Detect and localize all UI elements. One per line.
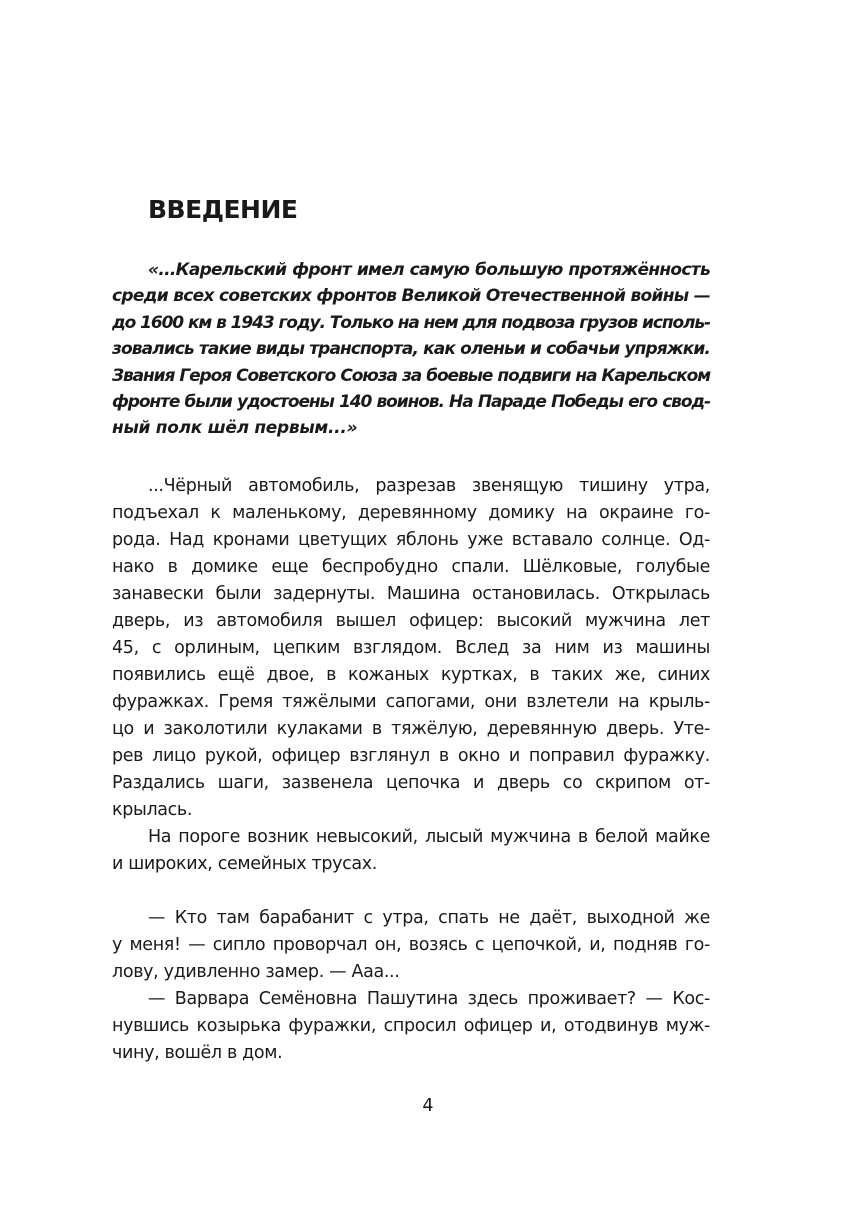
paragraph-line: Раздались шаги, зазвенела цепочка и дверь со скрипом от- bbox=[112, 773, 710, 793]
dialogue-line: лову, удивленно замер. — Ааа... bbox=[112, 962, 400, 982]
page-number: 4 bbox=[422, 1096, 434, 1116]
paragraph-line: появились ещё двое, в кожаных куртках, в таких же, синих bbox=[112, 665, 710, 685]
epigraph bbox=[112, 257, 710, 442]
paragraph-line: 45, с орлиным, цепким взглядом. Вслед за ним из машины bbox=[112, 638, 710, 658]
dialogue-line: нувшись козырька фуражки, спросил офицер и, отодвинув муж- bbox=[112, 1016, 710, 1036]
paragraph-line: нако в домике еще беспробудно спали. Шёлковые, голубые bbox=[112, 557, 710, 577]
epigraph-line: зовались такие виды транспорта, как оленьи и собачьи упряжки. bbox=[112, 339, 710, 360]
epigraph-line: Звания Героя Советского Союза за боевые подвиги на Карельском bbox=[112, 365, 710, 386]
paragraph-line: крылась. bbox=[112, 800, 193, 820]
dialogue-line: чину, вошёл в дом. bbox=[112, 1043, 283, 1063]
epigraph-line: среди всех советских фронтов Великой Отечественной войны — bbox=[112, 286, 710, 307]
paragraph-line: дверь, из автомобиля вышел офицер: высокий мужчина лет bbox=[112, 611, 710, 631]
epigraph-line: до 1600 км в 1943 году. Только на нем для подвоза грузов исполь- bbox=[112, 312, 710, 333]
dialogue-line: — Кто там барабанит с утра, спать не даёт, выходной же bbox=[148, 908, 710, 928]
epigraph-line: фронте были удостоены 140 воинов. На Параде Победы его свод- bbox=[112, 391, 710, 412]
paragraph-line: фуражках. Гремя тяжёлыми сапогами, они взлетели на крыль- bbox=[112, 692, 710, 712]
epigraph-line: ный полк шёл первым...» bbox=[112, 418, 358, 439]
paragraph-line: рев лицо рукой, офицер взглянул в окно и поправил фуражку. bbox=[112, 746, 710, 766]
paragraph-line: занавески были задернуты. Машина остановилась. Открылась bbox=[112, 584, 710, 604]
paragraph-line: рода. Над кронами цветущих яблонь уже вставало солнце. Од- bbox=[112, 530, 710, 550]
paragraph-line: На пороге возник невысокий, лысый мужчина в белой майке bbox=[148, 827, 710, 847]
dialogue-line: — Варвара Семёновна Пашутина здесь проживает? — Кос- bbox=[148, 989, 710, 1009]
paragraph-line: и широких, семейных трусах. bbox=[112, 854, 377, 874]
dialogue-line: у меня! — сипло проворчал он, возясь с цепочкой, и, подняв го- bbox=[112, 935, 710, 955]
body-text bbox=[112, 473, 710, 1067]
epigraph-line: «...Карельский фронт имел самую большую протяжённость bbox=[148, 260, 710, 280]
chapter-heading: ВВЕДЕНИЕ bbox=[148, 195, 298, 224]
paragraph-gap bbox=[112, 878, 710, 905]
paragraph-line: цо и заколотили кулаками в тяжёлую, деревянную дверь. Уте- bbox=[112, 719, 710, 739]
paragraph-line: ...Чёрный автомобиль, разрезав звенящую тишину утра, bbox=[148, 476, 710, 496]
paragraph-line: подъехал к маленькому, деревянному домику на окраине го- bbox=[112, 503, 710, 523]
